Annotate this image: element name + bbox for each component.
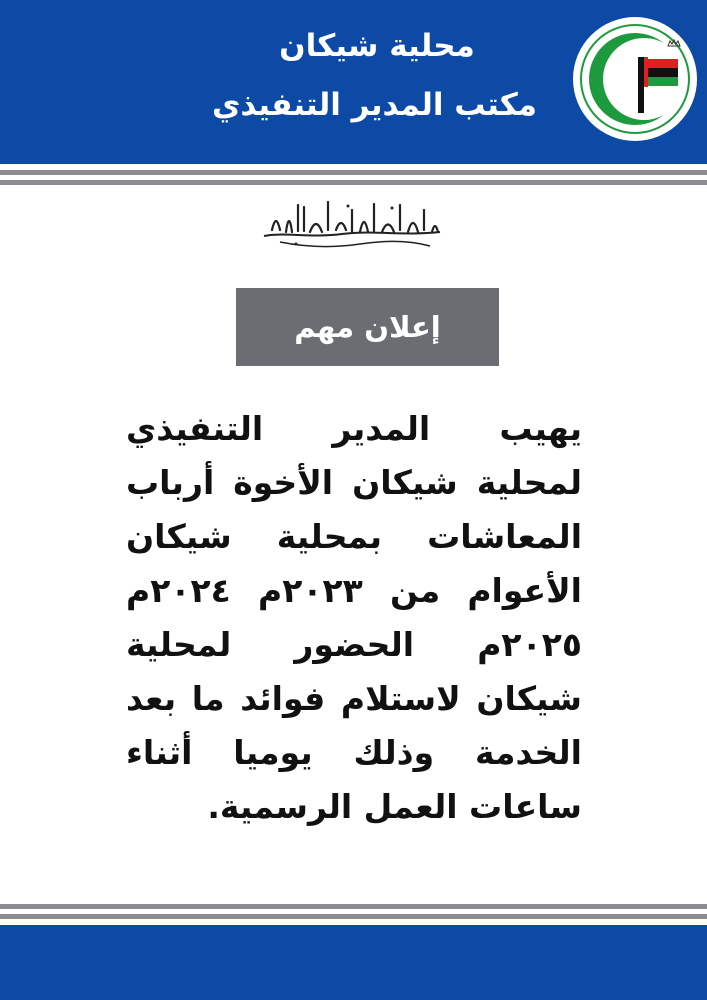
- footer-divider-line: [0, 904, 707, 909]
- office-name: مكتب المدير التنفيذي: [211, 87, 537, 123]
- footer-divider-line: [0, 914, 707, 919]
- header-divider-line: [0, 180, 707, 185]
- locality-name: محلية شيكان: [279, 28, 475, 64]
- announcement-text: يهيب المدير التنفيذي لمحلية شيكان الأخوة أرباب المعاشات بمحلية شيكان الأعوام من ٢٠٢٣م ٢٠٢٤م ٢٠٢٥م الحضور لمحلية شيكان لاستلام فوائد ما بعد الخدمة وذلك يوميا أثناء ساعات العمل الرسمية.: [126, 409, 582, 826]
- notice-title-box: [236, 288, 499, 366]
- notice-title: إعلان مهم: [294, 310, 441, 344]
- basmala-calligraphy: [252, 192, 452, 252]
- footer-bar: [0, 925, 707, 1000]
- header-bar: [0, 0, 707, 164]
- locality-emblem-icon: [572, 16, 698, 142]
- header-divider-line: [0, 170, 707, 175]
